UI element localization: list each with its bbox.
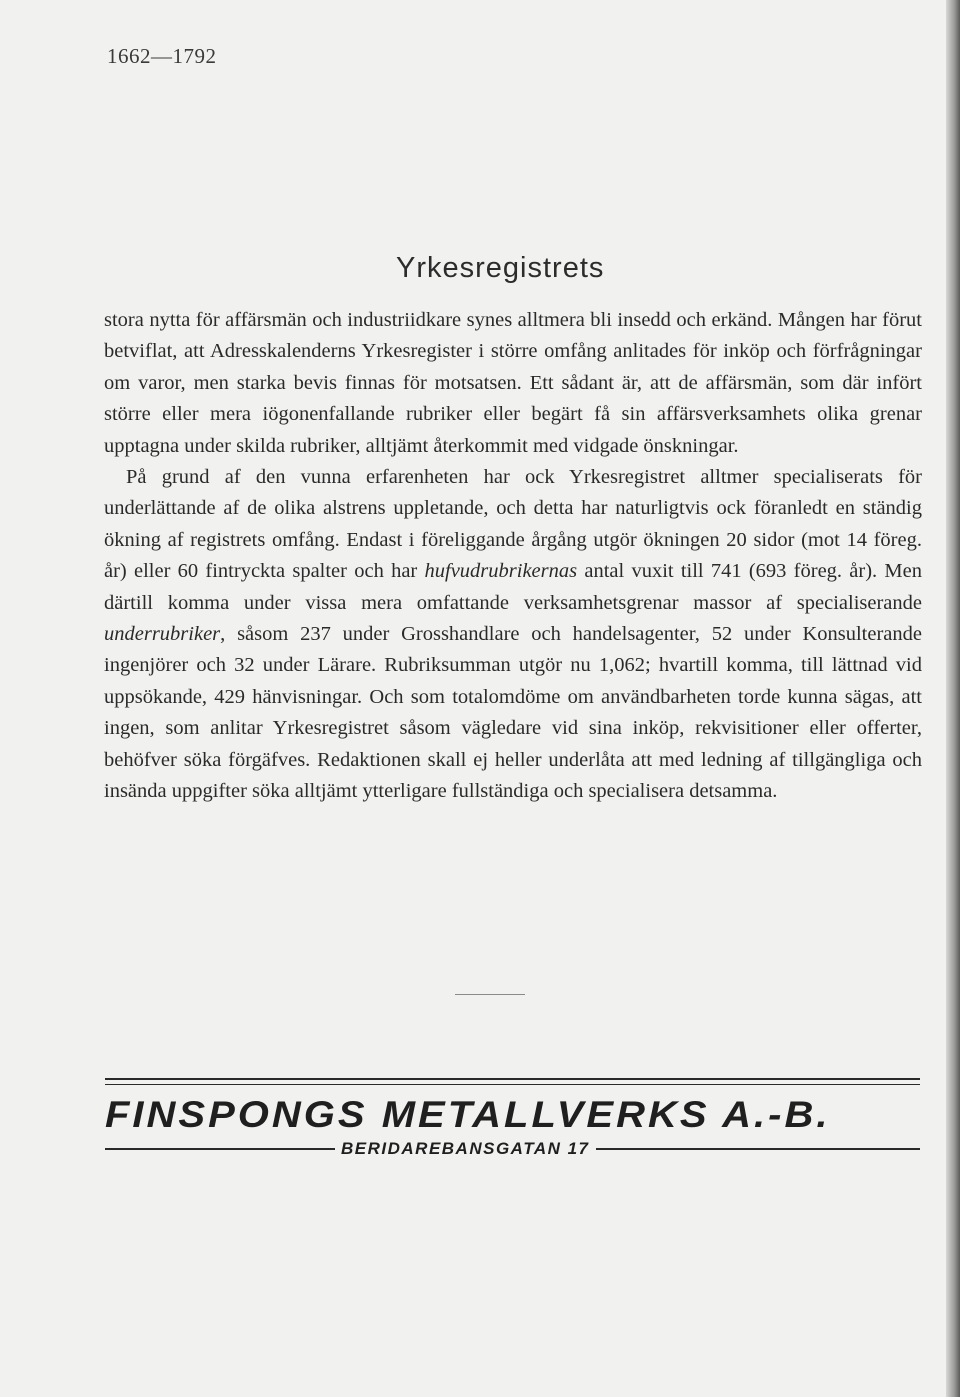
page-range-header: 1662—1792 xyxy=(107,44,217,68)
emphasis-hufvudrubrikernas: hufvudrubrikernas xyxy=(424,560,578,583)
article-title: Yrkesregistrets xyxy=(396,252,605,284)
article-body xyxy=(104,305,922,808)
address-rule-left xyxy=(105,1148,335,1150)
address-row xyxy=(105,1139,920,1159)
paragraph-1: stora nytta för affärsmän och industriidkare synes alltmera bli insedd och erkänd. Mången har förut betviflat, att Adresskalenderns Yrkesregister i större omfång anlitades för inköp och förfrågningar om varor, men starka bevis finnas för motsatsen. Ett sådant är, att de affärsmän, som där infört större eller mera iögonenfallande rubriker eller begärt få sin affärsverksamhets olika grenar upptagna under skilda rubriker, alltjämt återkommit med vidgade önskningar. xyxy=(104,309,922,457)
advertisement-footer xyxy=(105,1078,920,1159)
footer-rule-thick xyxy=(105,1078,920,1080)
section-divider xyxy=(455,994,525,995)
company-name: FINSPONGS METALLVERKS A.-B. xyxy=(105,1094,831,1136)
paragraph-2-part-c: , såsom 237 under Grosshandlare och handelsagenter, 52 under Konsulterande ingenjörer och 32 under Lärare. Rubriksumman utgör nu 1,062; hvartill komma, till lättnad vid uppsökande, 429 hänvisningar. Och som totalomdöme om användbarheten torde kunna sägas, att ingen, som anlitar Yrkesregistret såsom vägledare vid sina inköp, rekvisitioner eller offerter, behöfver söka förgäfves. Redaktionen skall ej heller underlåta att med ledning af tillgängliga och insända uppgifter söka alltjämt ytterligare fullständiga och specialisera detsamma. xyxy=(104,623,922,803)
address-rule-right xyxy=(596,1148,920,1150)
page-edge-shadow xyxy=(946,0,960,1397)
paragraph-2-part-a: På grund af den vunna erfarenheten har ock Yrkesregistret alltmer specialiserats för underlättande af de olika alstrens uppletande, och detta har naturligtvis ock föranledt en ständig ökning af registrets omfång. Endast i föreliggande årgång utgör ökningen 20 sidor (mot 14 föreg. år) eller 60 fintryckta spalter och har xyxy=(104,466,922,583)
footer-rule-thin xyxy=(105,1084,920,1085)
company-address: BERIDAREBANSGATAN 17 xyxy=(341,1139,590,1158)
emphasis-underrubriker: underrubriker xyxy=(104,623,221,646)
paragraph-2-part-b: antal vuxit till 741 (693 föreg. år). Men därtill komma under vissa mera omfattande verksamhetsgrenar massor af specialiserande xyxy=(104,560,922,614)
paragraph-2 xyxy=(104,462,922,807)
